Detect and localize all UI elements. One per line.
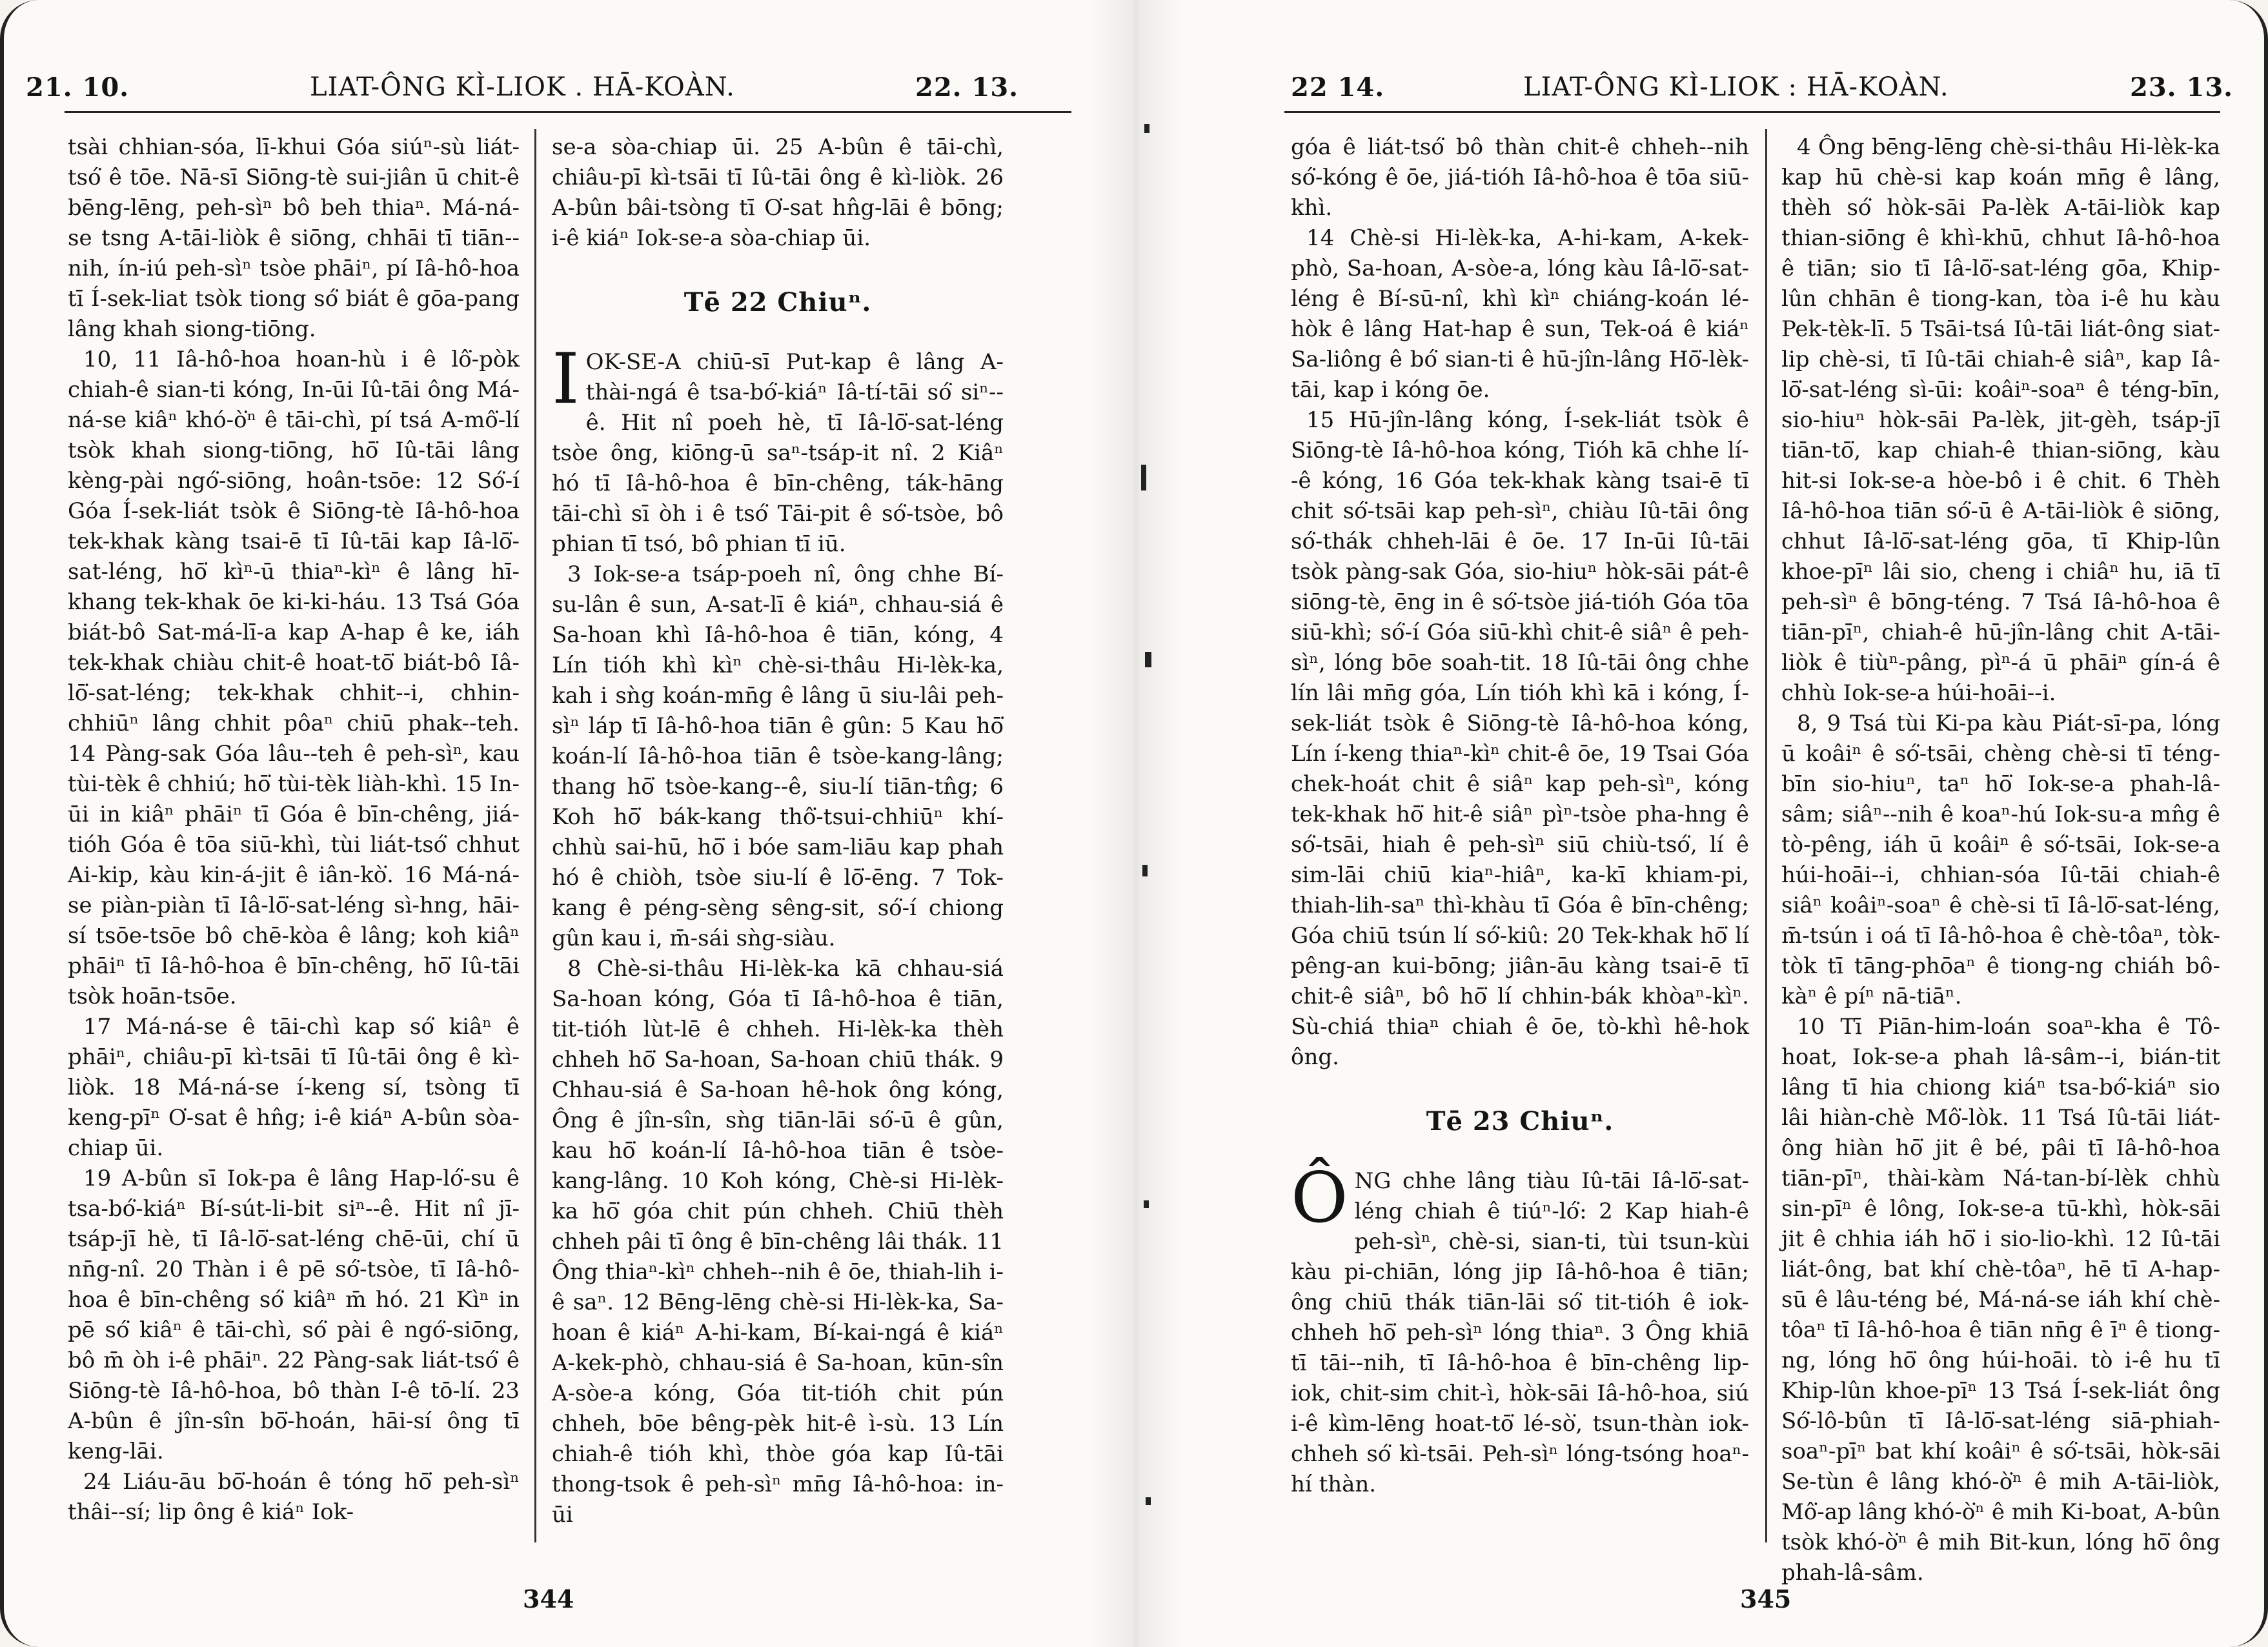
right-header-end-ref: 23. 13. [2130,72,2234,103]
left-header-title: LIAT-ÔNG KÌ-LIOK . HĀ-KOÀN. [310,72,735,102]
chapter-23-heading: Tē 23 Chiuⁿ. [1426,1106,1614,1137]
paragraph: 10, 11 Iâ-hô-hoa hoan-hù i ê lô͘-pòk chiah-ê sian-ti kóng, In-ūi Iû-tāi ông Má-ná-se kiâⁿ khó-ò͘ⁿ ê tāi-chì, pí tsá A-mô͘-lí tsòk khah siong-tiōng, hō͘ Iû-tāi lâng kèng-pài ngó͘-siōng, hoân-tsōe: 12 Só͘-í Góa Í-sek-liát tsòk ê Siōng-tè Iâ-hô-hoa tek-khak kàng tsai-ē tī Iû-tāi kap Iâ-lō͘-sat-léng, hō͘ kìⁿ-ū thiaⁿ-kìⁿ ê lâng hī-khang tek-khak ōe ki-ki-háu. 13 Tsá Góa biát-bô Sat-má-lī-a kap A-hap ê ke, iáh tek-khak chiàu chit-ê hoat-tō͘ biát-bô Iâ-lō͘-sat-léng; tek-khak chhit--i, chhin-chhiūⁿ lâng chhit pôaⁿ chiū phak--teh. 14 Pàng-sak Góa lâu--teh ê peh-sìⁿ, kau tùi-tèk ê chhiú; hō͘ tùi-tèk liàh-khì. 15 In-ūi in kiâⁿ phāiⁿ tī Góa ê bīn-chêng, jiá-tióh Góa ê tōa siū-khì, tùi liát-tsó͘ chhut Ai-kip, kàu kin-á-jit ê iân-kò͘. 16 Má-ná-se piàn-piàn tī Iâ-lō͘-sat-léng sì-hng, hāi-sí tsōe-tsōe bô chē-kòa ê lâng; koh kiâⁿ phāiⁿ tī Iâ-hô-hoa ê bīn-chêng, hō͘ Iû-tāi tsòk hoān-tsōe. [68,347,520,1009]
left-column-1 [68,132,520,1539]
right-column-2 [1781,132,2220,1586]
right-column-1 [1291,132,1749,1539]
left-column-divider [534,129,536,1542]
gutter-speck [1144,124,1149,133]
paragraph-text: OK-SE-A chiū-sī Put-kap ê lâng A-thài-ngá ê tsa-bó͘-kiáⁿ Iâ-tí-tāi só͘ siⁿ--ê. Hit nî poeh hè, tī Iâ-lō͘-sat-léng tsòe ông, kiōng-ū saⁿ-tsáp-it nî. 2 Kiâⁿ hó tī Iâ-hô-hoa ê bīn-chêng, ták-hāng tāi-chì sī òh i ê tsó͘ Tāi-pit ê só͘-tsòe, bô phian tī tsó, bô phian tī iū. [552,349,1004,557]
paragraph [552,339,1004,560]
drop-cap: Ô [1291,1158,1348,1238]
left-header-rule [65,111,1071,113]
left-header-start-ref: 21. 10. [26,72,130,103]
right-header-start-ref: 22 14. [1291,72,1385,103]
paragraph: 3 Iok-se-a tsáp-poeh nî, ông chhe Bí-su-lân ê sun, A-sat-lī ê kiáⁿ, chhau-siá ê Sa-hoan khì Iâ-hô-hoa ê tiān, kóng, 4 Lín tióh khì kìⁿ chè-si-thâu Hi-lèk-ka, kah i sǹg koán-mn̄g ê lâng ū siu-lâi peh-sìⁿ láp tī Iâ-hô-hoa tiān ê gûn: 5 Kau hō͘ koán-lí Iâ-hô-hoa tiān ê tsòe-kang-lâng; thang hō͘ tsòe-kang--ê, siu-lí tiān-tn̂g; 6 Koh hō͘ bák-kang thô͘-tsui-chhiūⁿ khí-chhù sai-hū, hō͘ i bóe sam-liāu kap phah hó ê chiòh, tsòe siu-lí ê lō͘-ēng. 7 Tok-kang ê péng-sèng sêng-sit, só͘-í chiong gûn kau i, m̄-sái sǹg-siàu. [552,561,1004,951]
paragraph: góa ê liát-tsó͘ bô thàn chit-ê chheh--nih só͘-kóng ê ōe, jiá-tióh Iâ-hô-hoa ê tōa siū-khì. [1291,134,1749,221]
paragraph: 17 Má-ná-se ê tāi-chì kap só͘ kiâⁿ ê phāiⁿ, chiâu-pī kì-tsāi tī Iû-tāi ông ê kì-liòk. 18 Má-ná-se í-keng sí, tsòng tī keng-pīⁿ O͘-sat ê hn̂g; i-ê kiáⁿ A-bûn sòa-chiap ūi. [68,1014,520,1161]
left-header-end-ref: 22. 13. [915,72,1019,103]
left-running-header [26,72,1084,111]
left-column-2 [552,132,1004,1539]
paragraph: 8, 9 Tsá tùi Ki-pa kàu Piát-sī-pa, lóng ū koâiⁿ ê só͘-tsāi, chèng chè-si tī téng-bīn sio-hiuⁿ, taⁿ hō͘ Iok-se-a phah-lâ-sâm; siâⁿ--nih ê koaⁿ-hú Iok-su-a mn̂g ê tò-pêng, iáh ū koâiⁿ ê só͘-tsāi, Iok-se-a húi-hoāi--i, chhian-sóa Iû-tāi chiah-ê siâⁿ koâiⁿ-soaⁿ ê chè-si tī Iâ-lō͘-sat-léng, m̄-tsún i oá tī Iâ-hô-hoa ê chè-tôaⁿ, tòk-tòk tī tāng-phōaⁿ ê tiong-ng chiáh bô-kàⁿ ê píⁿ nā-tiāⁿ. [1781,711,2220,1009]
right-column-divider [1765,129,1767,1542]
chapter-22-heading: Tē 22 Chiuⁿ. [683,287,872,318]
gutter-speck [1141,465,1146,490]
paragraph: tsài chhian-sóa, lī-khui Góa siúⁿ-sù liát-tsó͘ ê tōe. Nā-sī Siōng-tè sui-jiân ū chit-ê bēng-lēng, peh-sìⁿ bô beh thiaⁿ. Má-ná-se tsng A-tāi-liòk ê siōng, chhāi tī tiān--nih, ín-iú peh-sìⁿ tsòe phāiⁿ, pí Iâ-hô-hoa tī Í-sek-liat tsòk tiong só͘ biát ê gōa-pang lâng khah siong-tiōng. [68,134,520,342]
paragraph: 14 Chè-si Hi-lèk-ka, A-hi-kam, A-kek-phò, Sa-hoan, A-sòe-a, lóng kàu Iâ-lō͘-sat-léng ê Bí-sū-nî, khì kìⁿ chiáng-koán lé-hòk ê lâng Hat-hap ê sun, Tek-oá ê kiáⁿ Sa-liông ê bó͘ sian-ti ê hū-jîn-lâng Hō͘-lèk-tāi, kap i kóng ōe. [1291,225,1749,403]
right-running-header [1291,72,2234,111]
paragraph-text: NG chhe lâng tiàu Iû-tāi Iâ-lō͘-sat-léng chiah ê tiúⁿ-ló͘: 2 Kap hiah-ê peh-sìⁿ, chè-si, sian-ti, tùi tsun-kùi kàu pi-chiān, lóng jip Iâ-hô-hoa ê tiān; ông chiū thák tiān-lāi só͘ tit-tióh ê iok-chheh hō͘ peh-sìⁿ lóng thiaⁿ. 3 Ông khiā tī tāi--nih, tī Iâ-hô-hoa ê bīn-chêng lip-iok, chit-sim chit-ì, hòk-sāi Iâ-hô-hoa, siú i-ê kìm-lēng hoat-tō͘ lé-sò͘, tsun-thàn iok-chheh só͘ kì-tsāi. Peh-sìⁿ lóng-tsóng hoaⁿ-hí thàn. [1291,1168,1749,1497]
paragraph: 8 Chè-si-thâu Hi-lèk-ka kā chhau-siá Sa-hoan kóng, Góa tī Iâ-hô-hoa ê tiān, tit-tióh lùt-lē ê chheh. Hi-lèk-ka thèh chheh hō͘ Sa-hoan, Sa-hoan chiū thák. 9 Chhau-siá ê Sa-hoan hê-hok ông kóng, Ông ê jîn-sîn, sǹg tiān-lāi só͘-ū ê gûn, kau hō͘ koán-lí Iâ-hô-hoa tiān ê tsòe-kang-lâng. 10 Koh kóng, Chè-si Hi-lèk-ka hō͘ góa chit pún chheh. Chiū thèh chheh pâi tī ông ê bīn-chêng lâi thák. 11 Ông thiaⁿ-kìⁿ chheh--nih ê ōe, thiah-lih i-ê saⁿ. 12 Bēng-lēng chè-si Hi-lèk-ka, Sa-hoan ê kiáⁿ A-hi-kam, Bí-kai-ngá ê kiáⁿ A-kek-phò, chhau-siá ê Sa-hoan, kūn-sîn A-sòe-a kóng, Góa tit-tióh chit pún chheh, bōe bêng-pèk hit-ê ì-sù. 13 Lín chiah-ê tióh khì, thòe góa kap Iû-tāi thong-tsok ê peh-sìⁿ mn̄g Iâ-hô-hoa: in-ūi [552,956,1004,1528]
paragraph: 24 Liáu-āu bō͘-hoán ê tóng hō͘ peh-sìⁿ thâi--sí; lip ông ê kiáⁿ Iok- [68,1469,520,1525]
paragraph [1291,1158,1749,1500]
right-page-number: 345 [1740,1584,1792,1613]
gutter-speck [1142,865,1148,876]
book-gutter [1091,0,1181,1647]
gutter-speck [1145,652,1151,667]
left-page-number: 344 [523,1584,574,1613]
right-header-title: LIAT-ÔNG KÌ-LIOK : HĀ-KOÀN. [1523,72,1949,102]
gutter-speck [1144,1200,1149,1208]
paragraph: 15 Hū-jîn-lâng kóng, Í-sek-liát tsòk ê Siōng-tè Iâ-hô-hoa kóng, Tióh kā chhe lí--ê kóng, 16 Góa tek-khak kàng tsai-ē tī chit só͘-tsāi kap peh-sìⁿ, chiàu Iû-tāi ông só͘-thák chheh-lāi ê ōe. 17 In-ūi Iû-tāi tsòk pàng-sak Góa, sio-hiuⁿ hòk-sāi pát-ê siōng-tè, ēng in ê só͘-tsòe jiá-tióh Góa tōa siū-khì; só͘-í Góa siū-khì chit-ê siâⁿ ê peh-sìⁿ, lóng bōe soah-tit. 18 Iû-tāi ông chhe lín lâi mn̄g góa, Lín tióh khì kā i kóng, Í-sek-liát tsòk ê Siōng-tè Iâ-hô-hoa kóng, Lín í-keng thiaⁿ-kìⁿ chit-ê ōe, 19 Tsai Góa chek-hoát chit ê siâⁿ kap peh-sìⁿ, kóng tek-khak hō͘ hit-ê siâⁿ pìⁿ-tsòe pha-hng ê só͘-tsāi, hiah ê peh-sìⁿ siū chiù-tsó͘, lí ê sim-lāi chiū kiaⁿ-hiâⁿ, ka-kī khiam-pi, thiah-lih-saⁿ thì-khàu tī Góa ê bīn-chêng; Góa chiū tsún lí só͘-kiû: 20 Tek-khak hō͘ lí pêng-an kui-bōng; jiân-āu kàng tsai-ē tī chit-ê siâⁿ, bô hō͘ lí chhin-bák khòaⁿ-kìⁿ. Sù-chiá thiaⁿ chiah ê ōe, tò-khì hê-hok ông. [1291,407,1749,1070]
paragraph: se-a sòa-chiap ūi. 25 A-bûn ê tāi-chì, chiâu-pī kì-tsāi tī Iû-tāi ông ê kì-liòk. 26 A-bûn bâi-tsòng tī O͘-sat hn̂g-lāi ê bōng; i-ê kiáⁿ Iok-se-a sòa-chiap ūi. [552,134,1004,251]
gutter-speck [1146,1497,1151,1505]
paragraph: 19 A-bûn sī Iok-pa ê lâng Hap-ló͘-su ê tsa-bó͘-kiáⁿ Bí-sút-li-bit siⁿ--ê. Hit nî jī-tsáp-jī hè, tī Iâ-lō͘-sat-léng chē-ūi, chí ū nn̄g-nî. 20 Thàn i ê pē só͘-tsòe, tī Iâ-hô-hoa ê bīn-chêng só͘ kiâⁿ m̄ hó. 21 Kìⁿ in pē só͘ kiâⁿ ê tāi-chì, só͘ pài ê ngó͘-siōng, bô m̄ òh i-ê phāiⁿ. 22 Pàng-sak liát-tsó͘ ê Siōng-tè Iâ-hô-hoa, bô thàn I-ê tō-lí. 23 A-bûn ê jîn-sîn bō͘-hoán, hāi-sí ông tī keng-lāi. [68,1166,520,1464]
paragraph: 10 Tī Piān-him-loán soaⁿ-kha ê Tô-hoat, Iok-se-a phah lâ-sâm--i, bián-tit lâng tī hia chiong kiáⁿ tsa-bó͘-kiáⁿ sio lâi hiàn-chè Mô͘-lòk. 11 Tsá Iû-tāi liát-ông hiàn hō͘ jit ê bé, pâi tī Iâ-hô-hoa tiān-pīⁿ, thài-kàm Ná-tan-bí-lèk chhù sin-pīⁿ ê lông, Iok-se-a tū-khì, hòk-sāi jit ê chhia iáh hō͘ i sio-lio-khì. 12 Iû-tāi liát-ông, bat khí chè-tôaⁿ, hē tī A-hap-sū ê lâu-téng bé, Má-ná-se iáh khí chè-tôaⁿ tī Iâ-hô-hoa ê tiān nn̄g ê īⁿ ê tiong-ng, lóng hō͘ ông húi-hoāi. tò i-ê hu tī Khip-lûn khoe-pīⁿ 13 Tsá Í-sek-liát ông Só͘-lô-bûn tī Iâ-lō͘-sat-léng siā-phiah-soaⁿ-pīⁿ bat khí koâiⁿ ê só͘-tsāi, hòk-sāi Se-tùn ê lâng khó-ò͘ⁿ ê mih A-tāi-liòk, Mô͘-ap lâng khó-ò͘ⁿ ê mih Ki-boat, A-bûn tsòk khó-ò͘ⁿ ê mih Bit-kun, lóng hō͘ ông phah-lâ-sâm. [1781,1014,2220,1586]
drop-cap: I [552,339,580,419]
right-header-rule [1284,111,2220,113]
paragraph: 4 Ông bēng-lēng chè-si-thâu Hi-lèk-ka kap hū chè-si kap koán mn̄g ê lâng, thèh só͘ hòk-sāi Pa-lèk A-tāi-liòk kap thian-siōng ê khì-khū, chhut Iâ-hô-hoa ê tiān; sio tī Iâ-lō͘-sat-léng gōa, Khip-lûn chhān ê tiong-kan, tòa i-ê hu kàu Pek-tèk-lī. 5 Tsāi-tsá Iû-tāi liát-ông siat-lip chè-si, tī Iû-tāi chiah-ê siâⁿ, kap Iâ-lō͘-sat-léng sì-ūi: koâiⁿ-soaⁿ ê téng-bīn, sio-hiuⁿ hòk-sāi Pa-lèk, jit-gèh, tsáp-jī tiān-tō͘, kap chiah-ê thian-siōng, kàu hit-si Iok-se-a hòe-bô i ê chit. 6 Thèh Iâ-hô-hoa tiān só͘-ū ê A-tāi-liòk ê siōng, chhut Iâ-lō͘-sat-léng gōa, tī Khip-lûn khoe-pīⁿ lâi sio, cheng i chiâⁿ hu, iā tī peh-sìⁿ ê bōng-téng. 7 Tsá Iâ-hô-hoa ê tiān-pīⁿ, chiah-ê hū-jîn-lâng chit A-tāi-liòk ê tiùⁿ-pâng, pìⁿ-á ū phāiⁿ gín-á ê chhù Iok-se-a húi-hoāi--i. [1781,134,2220,706]
